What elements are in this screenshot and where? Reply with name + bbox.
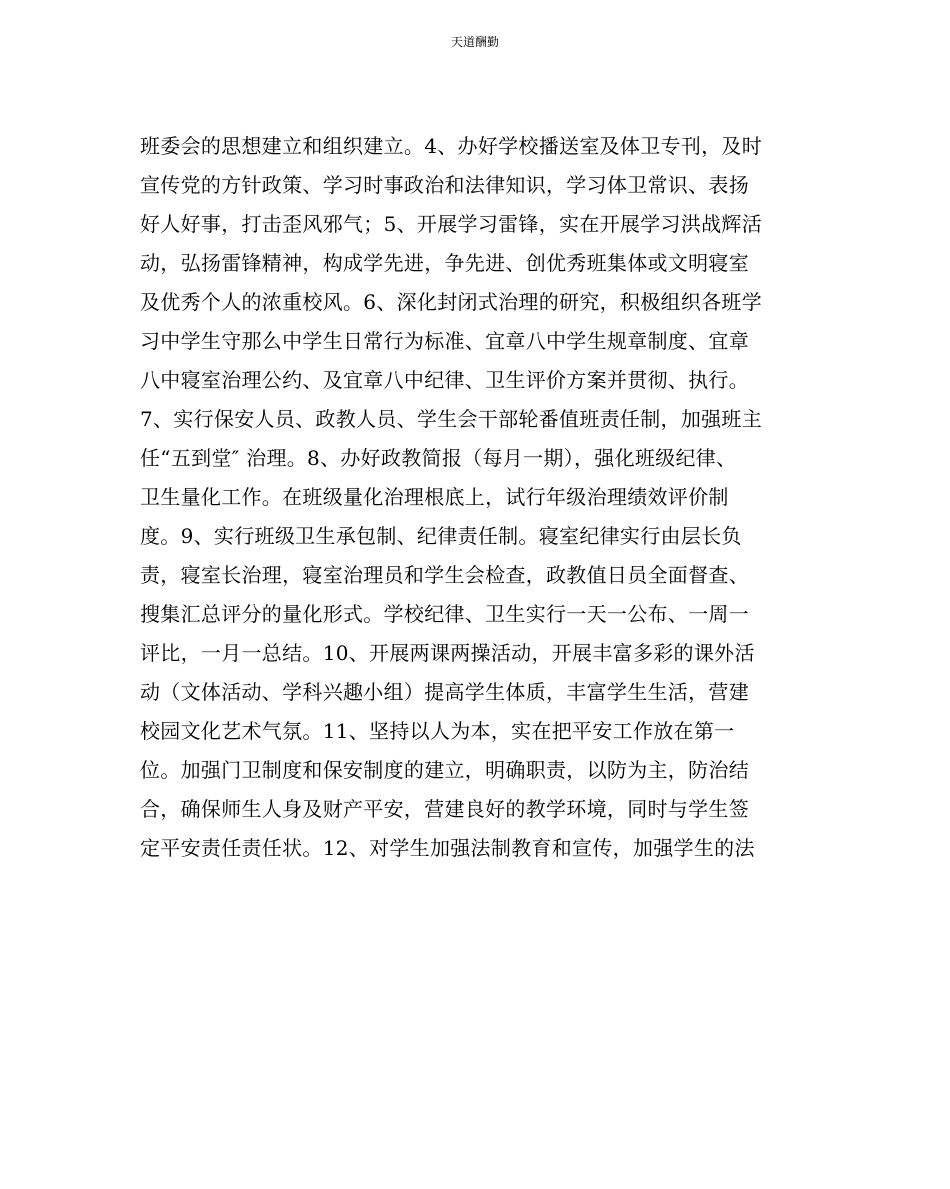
text-line: 好人好事，打击歪风邪气；5、开展学习雷锋，实在开展学习洪战辉活 [140,212,763,236]
text-line: 度。9、实行班级卫生承包制、纪律责任制。寝室纪律实行由层长负 [140,524,742,548]
text-line: 及优秀个人的浓重校风。6、深化封闭式治理的研究，积极组织各班学 [140,290,763,314]
text-line: 习中学生守那么中学生日常行为标准、宜章八中学生规章制度、宜章 [140,329,749,353]
text-line: 动，弘扬雷锋精神，构成学先进，争先进、创优秀班集体或文明寝室 [140,251,749,275]
header-title: 天道酬勤 [450,35,499,49]
text-line: 任“五到堂″ 治理。8、办好政教简报（每月一期），强化班级纪律、 [140,446,737,470]
text-line: 动（文体活动、学科兴趣小组）提高学生体质，丰富学生生活，营建 [140,680,749,704]
text-line: 定平安责任责任状。12、对学生加强法制教育和宣传，加强学生的法 [140,836,755,860]
text-line: 八中寝室治理公约、及宜章八中纪律、卫生评价方案并贯彻、执行。 [140,368,749,392]
document-body [140,127,812,868]
text-line: 位。加强门卫制度和保安制度的建立，明确职责，以防为主，防治结 [140,758,749,782]
text-line: 合，确保师生人身及财产平安，营建良好的教学环境，同时与学生签 [140,797,749,821]
text-line: 责，寝室长治理，寝室治理员和学生会检查，政教值日员全面督查、 [140,563,749,587]
text-line: 评比，一月一总结。10、开展两课两操活动，开展丰富多彩的课外活 [140,641,755,665]
text-line: 校园文化艺术气氛。11、坚持以人为本，实在把平安工作放在第一 [140,719,735,743]
text-line: 7、实行保安人员、政教人员、学生会干部轮番值班责任制，加强班主 [140,407,763,431]
text-line: 宣传党的方针政策、学习时事政治和法律知识，学习体卫常识、表扬 [140,173,749,197]
page-header [0,34,950,50]
text-line: 卫生量化工作。在班级量化治理根底上，试行年级治理绩效评价制 [140,485,729,509]
text-line: 搜集汇总评分的量化形式。学校纪律、卫生实行一天一公布、一周一 [140,602,749,626]
text-line: 班委会的思想建立和组织建立。4、办好学校播送室及体卫专刊，及时 [140,134,763,158]
